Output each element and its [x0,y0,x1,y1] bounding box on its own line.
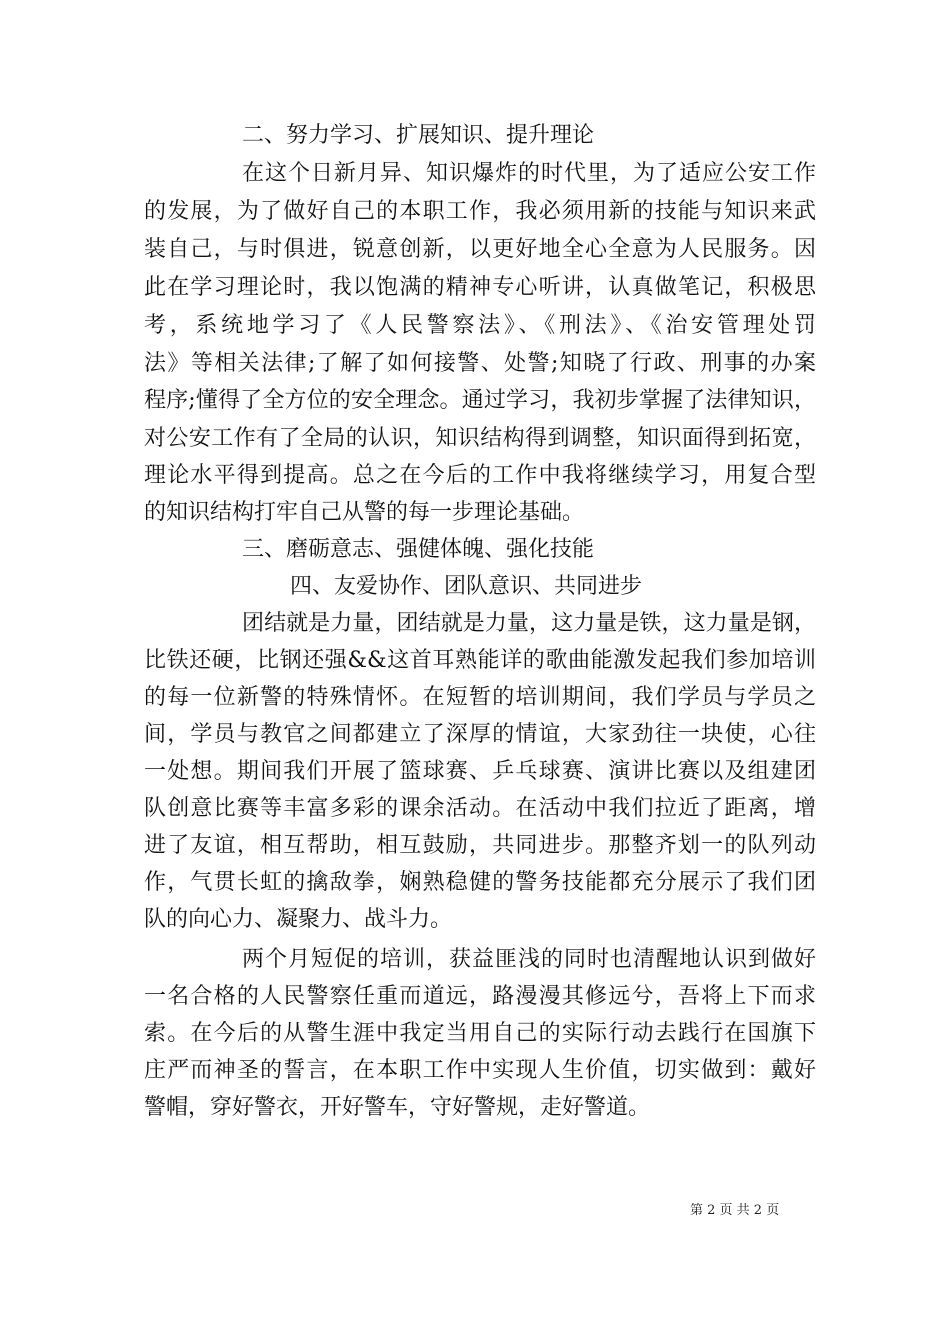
paragraph-3-line-4: 庄严而神圣的誓言，在本职工作中实现人生价值，切实做到：戴好 [144,1058,816,1083]
paragraph-1-line-9: 理论水平得到提高。总之在今后的工作中我将继续学习，用复合型 [144,463,816,488]
paragraph-2-line-4: 间，学员与教官之间都建立了深厚的情谊，大家劲往一块使，心往 [144,722,816,747]
paragraph-1-line-7: 程序;懂得了全方位的安全理念。通过学习，我初步掌握了法律知识， [144,388,816,413]
paragraph-2-line-7: 进了友谊，相互帮助，相互鼓励，共同进步。那整齐划一的队列动 [144,833,816,858]
paragraph-3-line-5: 警帽，穿好警衣，开好警车，守好警规，走好警道。 [144,1095,651,1120]
section-heading-3: 三、磨砺意志、强健体魄、强化技能 [242,537,595,562]
paragraph-3-line-2: 一名合格的人民警察任重而道远，路漫漫其修远兮，吾将上下而求 [144,984,816,1009]
paragraph-2-line-1: 团结就是力量，团结就是力量，这力量是铁，这力量是钢， [242,611,816,636]
paragraph-3-line-1: 两个月短促的培训，获益匪浅的同时也清醒地认识到做好 [242,947,816,972]
paragraph-1-line-2: 的发展，为了做好自己的本职工作，我必须用新的技能与知识来武 [144,199,816,224]
paragraph-1-line-10: 的知识结构打牢自己从警的每一步理论基础。 [144,500,585,525]
paragraph-1-line-8: 对公安工作有了全局的认识，知识结构得到调整，知识面得到拓宽， [144,426,816,451]
paragraph-3-line-3: 索。在今后的从警生涯中我定当用自己的实际行动去践行在国旗下 [144,1021,816,1046]
paragraph-2-line-8: 作，气贯长虹的擒敌拳，娴熟稳健的警务技能都充分展示了我们团 [144,870,816,895]
paragraph-1-line-4: 此在学习理论时，我以饱满的精神专心听讲，认真做笔记，积极思 [144,275,816,300]
page-number-footer: 第 2 页 共 2 页 [690,1203,780,1218]
paragraph-2-line-2: 比铁还硬，比钢还强&&这首耳熟能详的歌曲能激发起我们参加培训 [144,648,816,673]
paragraph-2-line-6: 队创意比赛等丰富多彩的课余活动。在活动中我们拉近了距离，增 [144,796,816,821]
paragraph-1-line-6: 法》等相关法律;了解了如何接警、处警;知晓了行政、刑事的办案 [144,351,816,376]
paragraph-1-line-3: 装自己，与时俱进，锐意创新，以更好地全心全意为人民服务。因 [144,237,816,262]
paragraph-2-line-5: 一处想。期间我们开展了篮球赛、乒乓球赛、演讲比赛以及组建团 [144,759,816,784]
section-heading-2: 二、努力学习、扩展知识、提升理论 [242,123,595,148]
paragraph-2-line-9: 队的向心力、凝聚力、战斗力。 [144,907,453,932]
paragraph-1-line-5: 考，系统地学习了《人民警察法》、《刑法》、《治安管理处罚 [144,313,816,338]
paragraph-1-line-1: 在这个日新月异、知识爆炸的时代里，为了适应公安工作 [242,161,816,186]
section-heading-4: 四、友爱协作、团队意识、共同进步 [290,574,643,599]
paragraph-2-line-3: 的每一位新警的特殊情怀。在短暂的培训期间，我们学员与学员之 [144,685,816,710]
